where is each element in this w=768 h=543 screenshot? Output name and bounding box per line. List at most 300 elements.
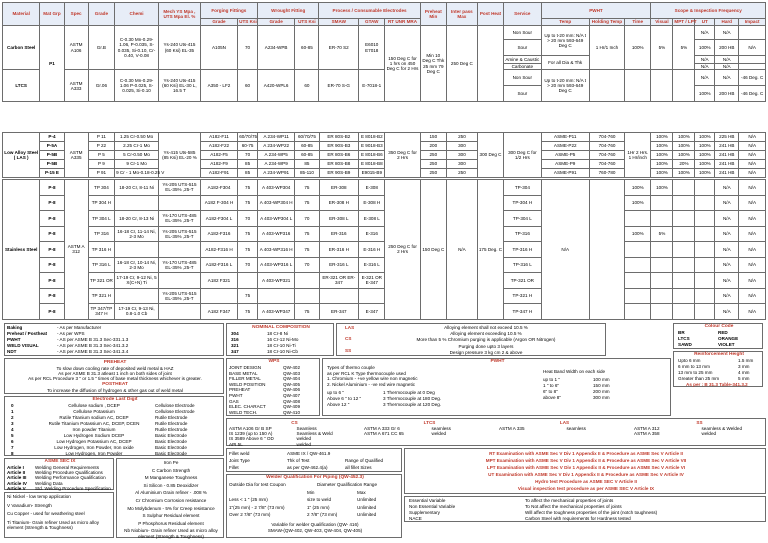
ss-row bbox=[3, 180, 766, 196]
welder-cell: Over 2 7/8" (73 mm) bbox=[229, 512, 271, 517]
ss-service: TP-321 OR bbox=[504, 273, 541, 289]
las-requirements-box bbox=[336, 323, 606, 356]
pipe-header: LTCS bbox=[423, 420, 436, 425]
las-row bbox=[3, 133, 766, 142]
pwht-line: as per RCL K Type thermocouple used bbox=[327, 370, 406, 376]
carbon-preheat: 150 Deg C for 1 hrs on 450 Deg C for 2 Hrs bbox=[385, 26, 420, 102]
reinforcement-height: 5 mm bbox=[738, 376, 750, 381]
las-forg: A182-F9 bbox=[200, 160, 237, 169]
ndt-line: MPT Examination with ASME Sec V Div 1 Appendix II & Procedure as ASME Sec V Article VII bbox=[485, 458, 687, 463]
low-alloy-table bbox=[2, 132, 766, 178]
wps-variable: PREHEAT bbox=[229, 387, 251, 393]
joint-cell: ASME IX / QW-461.9 bbox=[287, 451, 331, 456]
pipe-header: SS bbox=[696, 420, 703, 425]
las-visual: 100% bbox=[651, 133, 673, 142]
las-chemi: 1.25 Cr-0.50 Mo bbox=[115, 133, 159, 142]
carbon-hard-0: N/A bbox=[695, 26, 715, 40]
wps-variable: WELD POSITION bbox=[229, 381, 266, 387]
ss-wrought bbox=[257, 288, 294, 304]
ss-forg: A182 F347 bbox=[200, 304, 237, 320]
las-hard: 241 HB bbox=[715, 160, 739, 169]
wps-code: QW-409 bbox=[283, 404, 301, 410]
wps-code: QW-403 bbox=[283, 370, 301, 376]
las-smaw: E9015-B9 bbox=[359, 169, 385, 178]
las-ut: 100% bbox=[695, 151, 715, 160]
las-mpt: 20% bbox=[673, 160, 695, 169]
las-wrought: A 234-WP9 bbox=[257, 160, 294, 169]
joint-cell: Joint Type bbox=[229, 458, 250, 463]
carbon-mpt: 5% bbox=[651, 26, 673, 70]
element-row: Al Aluminium Grain refiner - .008 % bbox=[135, 490, 207, 496]
rule-label: Preheat / Postheat bbox=[7, 331, 48, 336]
ss-mech bbox=[159, 304, 201, 320]
ss-mech bbox=[159, 195, 201, 211]
pwht-band-width: 100 mm bbox=[593, 377, 610, 382]
ltcs-mech: Ys-240 Uts-415 (60 Ksi) EL-30 L, 16.5 T bbox=[159, 70, 201, 102]
joint-cell: Fillet bbox=[229, 465, 239, 470]
ss-ut2 bbox=[673, 180, 695, 196]
electrode-type: Basic Electrode bbox=[155, 439, 187, 444]
ss-gtaw bbox=[359, 288, 385, 304]
ltcs-spec: ASTM A333 bbox=[64, 70, 88, 102]
main-table bbox=[2, 2, 766, 105]
rule-value: - As per Manufacturer bbox=[57, 325, 102, 330]
ss-preheat: 250 Deg C for 2 Hrs bbox=[385, 180, 420, 320]
ss-ut: N/A bbox=[715, 226, 739, 242]
ss-gtaw: E-308 bbox=[359, 180, 385, 196]
ss-ut2 bbox=[673, 288, 695, 304]
pwht-band-size: up to 1 " bbox=[543, 377, 560, 382]
asme-description: Welding Procedure Qualifications bbox=[35, 470, 103, 476]
welder-cell: Diameter Qualification Range bbox=[317, 482, 378, 487]
ss-time bbox=[589, 180, 624, 320]
joint-cell: Fillet weld bbox=[229, 451, 250, 456]
ss-service: TP-316 L bbox=[504, 257, 541, 273]
carbon-ut: 5% bbox=[673, 26, 695, 70]
ss-grade: TP 347/TP 347 H bbox=[88, 304, 114, 320]
variable-meaning: To Not affect the mechanical properties of joints bbox=[525, 504, 622, 509]
carbon-service-1: Sour bbox=[504, 40, 541, 56]
las-row bbox=[3, 142, 766, 151]
asme-article: Article I bbox=[7, 465, 24, 470]
bottom-left-box bbox=[4, 323, 224, 356]
ss-mpt: 100% bbox=[651, 180, 673, 196]
element-row: Si Silicon - 0.85 Deoxidizer bbox=[143, 482, 199, 488]
ss-mech: Ys-205 UTS-515 EL-35% ,25-T bbox=[159, 180, 201, 196]
ss-hard: N/A bbox=[739, 288, 766, 304]
note-row: Cu Copper - used for weathering steel bbox=[7, 511, 85, 516]
colour-key: SAWD bbox=[678, 342, 692, 347]
pipe-cell: IS 3589 Above 6 " OD bbox=[229, 436, 274, 442]
ndt-line: Hydro test Procedure as ASME SEC V Article II bbox=[535, 479, 637, 484]
ss-hard2 bbox=[695, 195, 715, 211]
las-preheat: 200 bbox=[420, 142, 446, 151]
las-gtaw: ER 80S-B2 bbox=[319, 133, 359, 142]
ss-visual bbox=[625, 304, 651, 320]
wps-code: QW-408 bbox=[283, 398, 301, 404]
las-mpt: 100% bbox=[673, 151, 695, 160]
pwht-rate-tc: 1 Thermocouple at 0 Deg bbox=[383, 390, 435, 395]
ss-hard2 bbox=[695, 304, 715, 320]
nominal-composition-box bbox=[226, 323, 334, 356]
pwht-line: Types of thermo couple bbox=[327, 365, 375, 370]
ss-smaw: ER-316 bbox=[319, 226, 359, 242]
ss-grade: TP 304 H bbox=[88, 195, 114, 211]
electrode-box bbox=[4, 396, 224, 456]
pipe-spec-box bbox=[226, 418, 766, 446]
col-pwht: PWHT bbox=[541, 3, 651, 19]
pipe-cell: seamless bbox=[566, 426, 586, 431]
pwht-band-size: 6" to 8" bbox=[543, 389, 558, 394]
las-time: 1Hr 2 Hrs. 1 Hr/inch bbox=[625, 133, 651, 178]
pwht-band-width: 150 mm bbox=[593, 383, 610, 388]
ss-grade: TP 304 bbox=[88, 180, 114, 196]
reinforcement-range: 6 mm to 13 mm bbox=[678, 364, 710, 369]
las-mech: Ys-415 Uts-585 (85 Ksi) EL-20 % bbox=[159, 133, 201, 178]
postheat-line: To increase the diffusion of hydrogen & other gas out of weld metal bbox=[47, 388, 183, 393]
ss-wrought-uts bbox=[295, 273, 319, 289]
nominal-grade: 347 bbox=[231, 349, 239, 354]
postheat-title: POSTHEAT bbox=[102, 382, 128, 387]
carbon-pwht-temp-b: For all Dia & Thk bbox=[541, 56, 589, 70]
pipe-cell: ASTM A 358 bbox=[634, 431, 660, 437]
ss-chemi: 17-19 Cr, 9-13 Ni, 0.8-1.0 Cb bbox=[115, 304, 159, 320]
las-impact: N/A bbox=[739, 160, 766, 169]
ss-group: P-8 bbox=[40, 257, 64, 273]
nominal-composition: 18 Cr-10 Ni-Cb bbox=[267, 349, 298, 354]
pwht-rate-size: Above 6 " to 12 " bbox=[327, 396, 362, 401]
ltcs-grade: Gr.06 bbox=[88, 70, 114, 102]
ndt-line: RT Examination with ASME Sec V Div 1 Appendix II & Procedure as ASME Sec V Article II bbox=[489, 451, 683, 456]
col-chemi: Chemi bbox=[115, 3, 159, 26]
ss-ut: N/A bbox=[715, 195, 739, 211]
las-forg-uts: 60/70/75 bbox=[238, 133, 258, 142]
variable-meaning: Carbon Steel with requirements for Hardness tested bbox=[525, 516, 631, 521]
joint-cell: Range of Qualified bbox=[345, 458, 384, 463]
ss-chemi bbox=[115, 242, 159, 258]
pipe-cell: IS 1239 (up to 150 A) bbox=[229, 431, 273, 437]
las-row bbox=[3, 160, 766, 169]
ss-row bbox=[3, 242, 766, 258]
carbon-pwht-temp: Up to t-20 mm: N/A t > 20 mm 593-649 Deg C bbox=[541, 26, 589, 56]
ltcs-smaw: E-7018-1 bbox=[359, 70, 385, 102]
las-group: P-15 E bbox=[40, 169, 64, 178]
ss-smaw: ER-316 H bbox=[319, 242, 359, 258]
sub-holding: Holding Temp bbox=[589, 19, 624, 26]
las-visual: 100% bbox=[651, 160, 673, 169]
las-grade: P 9 bbox=[88, 160, 114, 169]
las-rule: Alloying element shall not exceed 10.5 % bbox=[444, 325, 528, 330]
carbon-hard2-2: N/A bbox=[715, 56, 739, 64]
carbon-hard-1: 100% bbox=[695, 40, 715, 56]
reinforcement-range: 13 mm to 25 mm bbox=[678, 370, 713, 375]
las-interpass: 300 bbox=[447, 160, 478, 169]
las-temp: 704-760 bbox=[589, 133, 624, 142]
las-smaw: E 8018-B8 bbox=[359, 160, 385, 169]
note-row: V Vanadium- Strength bbox=[7, 502, 52, 508]
carbon-impact-0 bbox=[739, 26, 766, 40]
ss-wrought-uts: 70 bbox=[295, 211, 319, 227]
ss-spec: ASTM A 312 bbox=[64, 180, 88, 320]
ss-visual: 100% bbox=[625, 195, 651, 211]
ss-ut2 bbox=[673, 195, 695, 211]
ss-mpt bbox=[651, 288, 673, 304]
notes-box bbox=[4, 492, 114, 538]
reinforcement-box bbox=[673, 351, 763, 387]
ss-forg-uts: 70 bbox=[238, 257, 258, 273]
ss-row bbox=[3, 195, 766, 211]
ss-wrought-uts: 75 bbox=[295, 226, 319, 242]
pipe-cell: ASTM A 335 bbox=[499, 426, 525, 431]
ndt-line: LPT Examination with ASME Sec V Div 1 Appendix II & Procedure as ASME Sec V Article VI bbox=[486, 465, 686, 470]
ss-hard2 bbox=[695, 288, 715, 304]
ss-row bbox=[3, 257, 766, 273]
preheat-line-2: As per RCL Procedure 3 " or 1.5 " times of base metal thickness whichever is greater. bbox=[28, 376, 202, 381]
ss-ut: N/A bbox=[715, 257, 739, 273]
ss-ut: N/A bbox=[715, 288, 739, 304]
rule-label: NDT bbox=[7, 349, 17, 354]
ltcs-ut bbox=[673, 70, 695, 102]
las-forg-uts: 85 bbox=[238, 169, 258, 178]
low-alloy-rows bbox=[3, 133, 766, 178]
welder-cell: Unlimited bbox=[357, 512, 377, 517]
las-mpt: 100% bbox=[673, 142, 695, 151]
pwht-line: 1. Chromium - +ve yellow wire non magnetic bbox=[327, 376, 418, 381]
carbon-service-2: Amine & Caustic bbox=[505, 56, 540, 62]
ss-gtaw: E-308 L bbox=[359, 211, 385, 227]
las-forg-uts: 60-75 bbox=[238, 142, 258, 151]
col-spec: Spec bbox=[64, 3, 88, 26]
ss-group: P-8 bbox=[40, 288, 64, 304]
ss-interpass: 150 Deg C bbox=[420, 180, 446, 320]
ss-ut2 bbox=[673, 257, 695, 273]
las-smaw: E 9018-B3 bbox=[359, 142, 385, 151]
ltcs-chemi: C-0.30 Mn-0.29-1.06 P-0.025, S-0.025, Si-0.10 bbox=[115, 70, 159, 102]
sub-grade: Grade bbox=[200, 19, 237, 26]
carbon-service-3: Carbonate bbox=[504, 64, 541, 70]
pwht-title: PWHT bbox=[490, 359, 505, 364]
las-impact: N/A bbox=[739, 142, 766, 151]
welder-note2: SMAW-(QW-402, QW-403, QW-404, QW-405) bbox=[267, 528, 363, 533]
las-temp: 704-760 bbox=[589, 151, 624, 160]
las-impact: N/A bbox=[739, 169, 766, 178]
las-gtaw: ER 90S-B3 bbox=[319, 142, 359, 151]
las-spec: ASTM A335 bbox=[64, 133, 88, 178]
ltcs-forg-uts: 60 bbox=[238, 70, 258, 102]
elements-box bbox=[116, 458, 224, 538]
las-forg-uts: 85 bbox=[238, 160, 258, 169]
pipe-cell: ASTM A 333 Gr 6 bbox=[364, 426, 400, 431]
carbon-visual: 100% bbox=[625, 26, 651, 70]
pipe-cell: welded bbox=[431, 431, 447, 437]
carbon-gtaw: ER-70 S2 bbox=[319, 26, 359, 70]
ss-visual bbox=[625, 242, 651, 258]
welder-box bbox=[226, 474, 402, 538]
pipe-cell: ASTM A 671 CC 65 bbox=[364, 431, 404, 437]
nominal-composition: 16 Cr-12 Ni-Mo bbox=[267, 337, 299, 342]
nominal-composition: 18 Cr-8 Ni bbox=[267, 331, 288, 336]
electrode-type: Basic Electrode bbox=[155, 451, 187, 456]
las-visual: 100% bbox=[651, 169, 673, 178]
las-wrought-uts: 85-110 bbox=[295, 169, 319, 178]
note-row: Ti Titanium- Grain refiner Used as micro alloy element (Strength & Toughness) bbox=[7, 519, 99, 530]
ss-mech: Ys-205 UTS-515 EL-35% ,25-T bbox=[159, 288, 201, 304]
electrode-type: Basic Electrode bbox=[155, 445, 187, 450]
rule-label: WELD VISUAL bbox=[7, 343, 39, 348]
ss-forg-uts: 70 bbox=[238, 211, 258, 227]
electrode-title: Electrode Last Digit bbox=[92, 397, 138, 402]
electrode-digit: 4 bbox=[11, 427, 14, 432]
sub-time: Time bbox=[625, 19, 651, 26]
stainless-rows bbox=[3, 180, 766, 320]
ss-service: TP-321 H bbox=[504, 288, 541, 304]
las-rule: More than 5 % Chromium purging is applicable (Argon OR Nitrogen) bbox=[416, 337, 556, 343]
ss-forg-uts: 75 bbox=[238, 288, 258, 304]
ltcs-mpt bbox=[651, 70, 673, 102]
pipe-header: LAS bbox=[559, 420, 570, 425]
las-ut: 100% bbox=[695, 142, 715, 151]
asme-box bbox=[4, 458, 114, 490]
ss-row bbox=[3, 288, 766, 304]
carbon-forg-uts: 70 bbox=[238, 26, 258, 70]
las-chemi: 2.25 Cr-1 Mo bbox=[115, 142, 159, 151]
pipe-cell: Seamless & Weld bbox=[296, 431, 333, 437]
ss-group: P-8 bbox=[40, 304, 64, 320]
pwht-rate-tc: 3 Thermocouple at 120 Deg. bbox=[383, 402, 442, 407]
welder-cell: 2 7/8" (73 mm) bbox=[307, 512, 338, 517]
welder-cell: Min bbox=[307, 489, 315, 495]
ss-ut2 bbox=[673, 304, 695, 320]
asme-title: ASME SEC IX bbox=[44, 459, 76, 464]
reinforcement-range: Greater than 25 mm bbox=[678, 376, 720, 381]
electrode-type: Cellulose Electrode bbox=[155, 403, 195, 408]
asme-description: Std. Welding Procedure Specification bbox=[35, 485, 111, 491]
nominal-composition: 18 Cr-10 Ni-Ti bbox=[267, 343, 296, 348]
col-grade: Grade bbox=[88, 3, 114, 26]
carbon-wrought-uts: 60-85 bbox=[295, 26, 319, 70]
ltcs-hard-1: 100% bbox=[695, 86, 715, 102]
wps-code: QW-410 bbox=[283, 409, 301, 415]
wps-variable: GAS bbox=[229, 398, 239, 404]
ss-mech: Ys-170 UTS-485 EL-35% ,25-T bbox=[159, 257, 201, 273]
ss-mpt bbox=[651, 242, 673, 258]
ss-chemi: 16-18 Cr, 10-14 Ni, 2-3 Mo bbox=[115, 257, 159, 273]
ss-ut: N/A bbox=[715, 242, 739, 258]
sub-ut: UT bbox=[695, 19, 715, 26]
nominal-grade: 321 bbox=[231, 343, 239, 348]
ss-hard: N/A bbox=[739, 257, 766, 273]
electrode-coating: Rutile Titanium sodium AC, DCEP bbox=[59, 415, 129, 420]
electrode-type: Rutile Electrode bbox=[155, 427, 188, 432]
wps-code: QW-404 bbox=[283, 376, 301, 382]
carbon-grade: Gr.B bbox=[88, 26, 114, 70]
las-hard: 241 HB bbox=[715, 169, 739, 178]
asme-article: Article III bbox=[7, 475, 27, 481]
ss-hard: N/A bbox=[739, 242, 766, 258]
electrode-coating: Low Hydrogen Sodium DCEP bbox=[63, 433, 125, 438]
ss-forg: A182-F304 bbox=[200, 180, 237, 196]
preheat-box bbox=[4, 358, 224, 394]
ss-grade: TP 316 H bbox=[88, 242, 114, 258]
rule-value: - AS per ASME B 31.3 Sec-341.3.4 bbox=[57, 349, 129, 354]
ss-wrought-uts: 70 bbox=[295, 257, 319, 273]
joint-cell: Thk of Test bbox=[287, 458, 310, 463]
welder-cell: Max bbox=[357, 489, 366, 495]
electrode-coating: Cellulose Potassium bbox=[73, 409, 115, 414]
wps-variable: BASE METAL bbox=[229, 370, 258, 376]
reinforcement-title: Reinforcement Height bbox=[694, 352, 744, 357]
variable-name: Supplementary bbox=[409, 510, 440, 515]
variables-box bbox=[404, 496, 766, 522]
las-wrought-uts: 85 bbox=[295, 160, 319, 169]
col-service: Service bbox=[504, 3, 541, 26]
pipe-cell: ASTM A 312 bbox=[634, 426, 660, 431]
ss-forg-uts: 75 bbox=[238, 180, 258, 196]
las-impact: N/A bbox=[739, 133, 766, 142]
ltcs-hard2-1: 200 HB bbox=[715, 86, 739, 102]
element-row: Iron Pe bbox=[163, 460, 179, 465]
ss-hard: N/A bbox=[739, 304, 766, 320]
carbon-impact-2 bbox=[739, 56, 766, 64]
ltcs-gtaw: ER-70 S-G bbox=[319, 70, 359, 102]
ss-hard: N/A bbox=[739, 211, 766, 227]
ss-service: TP-316 H bbox=[504, 242, 541, 258]
las-service: ASME-P5 bbox=[541, 151, 589, 160]
carbon-hard-2: N/A bbox=[695, 56, 715, 64]
ss-gtaw: E-347 bbox=[359, 304, 385, 320]
ss-mpt bbox=[651, 195, 673, 211]
electrode-coating: Cellulose sodium , DCEP bbox=[68, 403, 120, 408]
joint-cell: as per QW-462.4(a) bbox=[287, 465, 328, 470]
las-service: ASME-P11 bbox=[541, 133, 589, 142]
pwht-rate-tc: 3 Thermocouple at 180 Deg. bbox=[383, 396, 442, 401]
las-group: P-5B bbox=[40, 151, 64, 160]
preheat-title: PREHEAT bbox=[103, 360, 127, 365]
ndt-line: Visual inspection test procedure as per ASME SEC V Article IX bbox=[517, 486, 655, 491]
ss-wrought: A 403-WP304 L bbox=[257, 211, 294, 227]
sub-temp: Temp bbox=[541, 19, 589, 26]
rule-value: - AS per ASME B 31.3 Sec-331.1.3 bbox=[57, 337, 129, 342]
pwht-line: 2. Nickel Aluminium - -ve red wire magnetic bbox=[327, 381, 416, 387]
welder-note: Variable for welder Qualification (QW- 416) bbox=[271, 522, 359, 527]
variable-name: Non Essential Variable bbox=[409, 504, 456, 509]
colour-key: LTCS bbox=[678, 336, 690, 341]
las-preheat: 250 bbox=[420, 151, 446, 160]
las-rule: Design pressure 3 kg cm 2 & above bbox=[449, 349, 523, 355]
joint-box bbox=[226, 448, 402, 472]
ss-mech: Ys-205 UTS-515 EL-35% ,25-T bbox=[159, 226, 201, 242]
pipe-cell: Seamless bbox=[296, 426, 317, 431]
sub-smaw: SMAW bbox=[319, 19, 359, 26]
ss-hard: N/A bbox=[739, 180, 766, 196]
las-hard: 241 HB bbox=[715, 151, 739, 160]
ss-chemi: 18-20 Cr, 8-11 Ni bbox=[115, 180, 159, 196]
las-mpt: 100% bbox=[673, 133, 695, 142]
las-visual: 100% bbox=[651, 151, 673, 160]
ltcs-service-0: Non Sour bbox=[504, 70, 541, 86]
welder-cell: 1"(25 mm) - 2 7/8" (73 mm) bbox=[229, 504, 285, 510]
sub-mpt: MPT / LPT bbox=[674, 19, 697, 25]
pipe-cell: seamless & Welded bbox=[701, 426, 743, 431]
ss-gtaw: E-321 OR E-347 bbox=[359, 273, 385, 289]
ss-ut2 bbox=[673, 273, 695, 289]
ss-ut: N/A bbox=[715, 273, 739, 289]
las-grade: P 5 bbox=[88, 151, 114, 160]
ss-smaw: ER-308 bbox=[319, 180, 359, 196]
asme-description: Welding Data bbox=[35, 480, 63, 486]
sub-uts: UTS Ksi bbox=[239, 19, 257, 25]
col-interpass: Inter pass Max bbox=[447, 3, 478, 26]
